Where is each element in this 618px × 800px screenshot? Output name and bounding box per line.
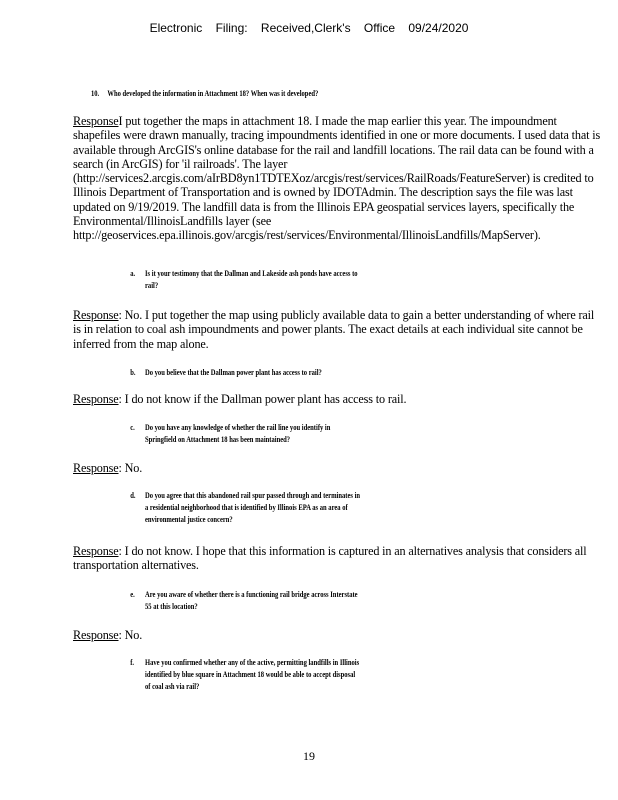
question-line: Do you agree that this abandoned rail spur passed through and terminates in xyxy=(145,491,361,500)
question-letter: b. xyxy=(130,368,136,377)
question-10 xyxy=(91,88,318,100)
response-text: : No. xyxy=(118,461,143,475)
question-line: identified by blue square in Attachment 18 would be able to accept disposal xyxy=(145,670,356,679)
question-d xyxy=(130,490,361,526)
question-number: 10. xyxy=(91,89,100,98)
question-line: 55 at this location? xyxy=(145,602,198,611)
response-b xyxy=(73,392,601,406)
response-d xyxy=(73,544,601,573)
question-line: a residential neighborhood that is identified by Illinois EPA as an area of xyxy=(145,503,348,512)
question-line: rail? xyxy=(145,281,159,290)
question-line: Have you confirmed whether any of the active, permitting landfills in Illinois xyxy=(145,658,360,667)
filing-header: Electronic Filing: Received,Clerk's Office 09/24/2020 xyxy=(149,21,469,35)
question-b xyxy=(130,367,322,379)
response-text: : I do not know if the Dallman power plant has access to rail. xyxy=(118,392,407,406)
response-label: Response xyxy=(73,544,119,558)
question-line: Is it your testimony that the Dallman and Lakeside ash ponds have access to xyxy=(145,269,358,278)
response-text: : I do not know. I hope that this information is captured in an alternatives analysis that considers all transportation alternatives. xyxy=(73,544,587,573)
response-text: I put together the maps in attachment 18. I made the map earlier this year. The impoundment shapefiles were drawn manually, tracing impoundments identified in one or more documents. I used data that is available through ArcGIS's online database for the rail and landfill locations. The rail data can be found with a search (in ArcGIS) for 'il railroads'. The layer (http://services2.arcgis.com/aIrBD8yn1TDTEXoz/arcgis/rest/services/RailRoads/FeatureServer) is credited to Illinois Department of Transportation and is owned by IDOTAdmin. The description says the file was last updated on 9/19/2019. The landfill data is from the Illinois EPA geospatial services layers, specifically the Environmental/IllinoisLandfills layer (see http://geoservices.epa.illinois.gov/arcgis/rest/services/Environmental/IllinoisLandfills/MapServer). xyxy=(73,114,601,243)
response-label: Response xyxy=(73,308,119,322)
response-label: Response xyxy=(73,114,119,128)
question-line: Springfield on Attachment 18 has been maintained? xyxy=(145,435,291,444)
response-label: Response xyxy=(73,461,119,475)
question-f xyxy=(130,657,360,693)
question-line: Are you aware of whether there is a functioning rail bridge across Interstate xyxy=(145,590,358,599)
question-text: Who developed the information in Attachment 18? When was it developed? xyxy=(107,89,319,98)
question-letter: d. xyxy=(130,491,136,500)
response-10 xyxy=(73,114,601,243)
question-letter: a. xyxy=(130,269,136,278)
question-letter: c. xyxy=(130,423,135,432)
response-label: Response xyxy=(73,392,119,406)
page-number: 19 xyxy=(303,749,315,763)
question-e xyxy=(130,589,358,613)
question-line: Do you have any knowledge of whether the rail line you identify in xyxy=(145,423,331,432)
question-letter: f. xyxy=(130,658,135,667)
response-e xyxy=(73,628,601,642)
response-a xyxy=(73,308,601,351)
response-c xyxy=(73,461,601,475)
question-c xyxy=(130,422,331,446)
question-letter: e. xyxy=(130,590,135,599)
question-line: environmental justice concern? xyxy=(145,515,233,524)
response-text: : No. xyxy=(118,628,143,642)
question-line: Do you believe that the Dallman power plant has access to rail? xyxy=(145,368,322,377)
question-a xyxy=(130,268,358,292)
response-label: Response xyxy=(73,628,119,642)
question-line: of coal ash via rail? xyxy=(145,682,200,691)
response-text: : No. I put together the map using publicly available data to gain a better understanding of where rail is in relation to coal ash impoundments and power plants. The exact details at each individual site cannot be inferred from the map alone. xyxy=(73,308,595,351)
